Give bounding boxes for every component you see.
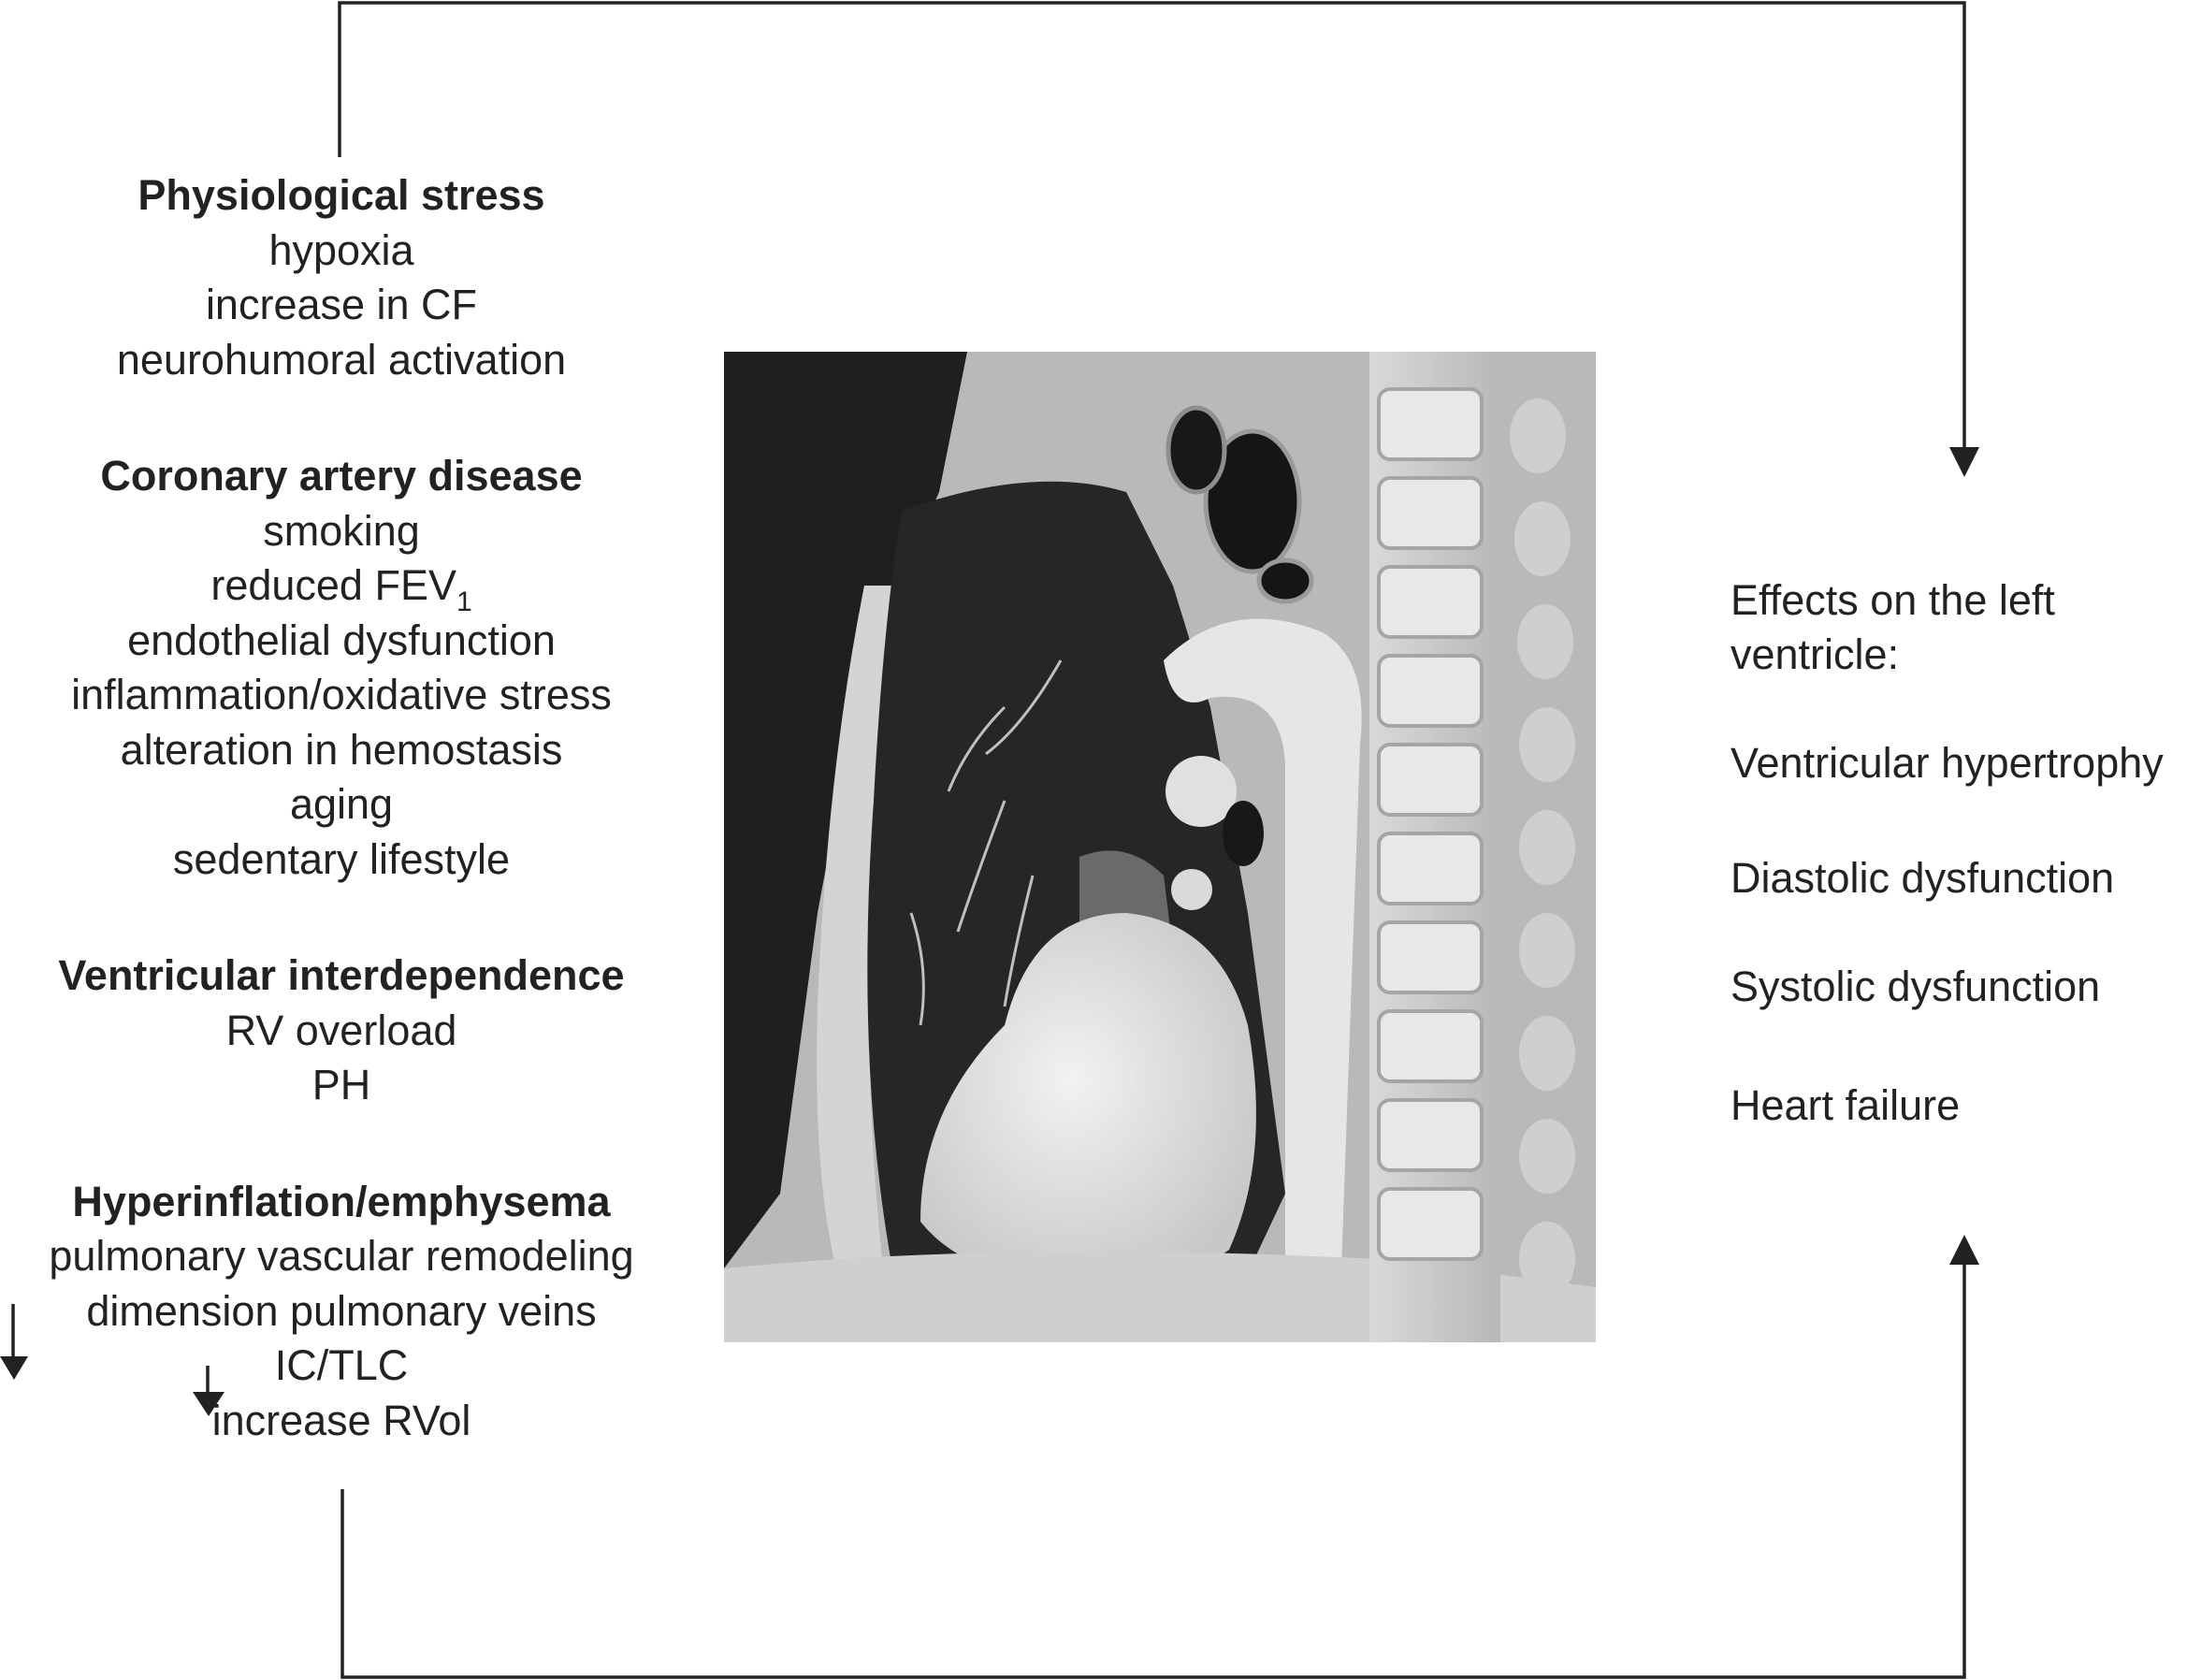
effect-item: Ventricular hypertrophy bbox=[1730, 739, 2164, 787]
arrow-up-head-right bbox=[1949, 1235, 1979, 1265]
group-item: aging bbox=[289, 780, 394, 828]
effects-panel bbox=[1730, 573, 2164, 1129]
arrow-down-head-right bbox=[1949, 447, 1979, 477]
group-item: pulmonary vascular remodeling bbox=[49, 1232, 634, 1280]
group-physiological-stress bbox=[0, 168, 683, 387]
group-item-fev bbox=[0, 558, 683, 617]
group-heading: Hyperinflation/emphysema bbox=[72, 1177, 611, 1225]
group-item: neurohumoral activation bbox=[116, 335, 567, 384]
causes-column bbox=[0, 168, 683, 1510]
group-hyperinflation bbox=[0, 1175, 683, 1449]
group-item: increase RVol bbox=[211, 1396, 471, 1444]
group-item: RV overload bbox=[225, 1006, 457, 1054]
group-heading: Physiological stress bbox=[138, 171, 545, 219]
group-coronary-artery-disease bbox=[0, 449, 683, 887]
group-heading: Coronary artery disease bbox=[100, 452, 583, 500]
group-item: smoking bbox=[263, 506, 420, 555]
effect-item: Diastolic dysfunction bbox=[1730, 854, 2115, 902]
group-heading: Ventricular interdependence bbox=[58, 951, 625, 999]
group-item: inflammation/oxidative stress bbox=[71, 671, 612, 718]
fev-subscript: 1 bbox=[456, 587, 472, 617]
group-item: increase in CF bbox=[205, 281, 478, 328]
fev-text: reduced FEV bbox=[210, 561, 456, 609]
group-item: endothelial dysfunction bbox=[127, 616, 556, 664]
effect-item: Systolic dysfunction bbox=[1730, 963, 2101, 1010]
group-item: sedentary lifestyle bbox=[172, 834, 511, 883]
group-ventricular-interdependence bbox=[0, 949, 683, 1113]
group-item: alteration in hemostasis bbox=[120, 725, 563, 774]
effects-intro: Effects on the left ventricle: bbox=[1730, 576, 2055, 678]
effect-item: Heart failure bbox=[1730, 1081, 1961, 1129]
ct-scan-drawing bbox=[724, 352, 1596, 1342]
group-item: IC/TLC bbox=[274, 1341, 409, 1389]
ct-scan-image bbox=[724, 352, 1596, 1342]
group-item: dimension pulmonary veins bbox=[86, 1286, 597, 1335]
group-item: PH bbox=[311, 1061, 371, 1108]
group-item: hypoxia bbox=[268, 225, 414, 274]
